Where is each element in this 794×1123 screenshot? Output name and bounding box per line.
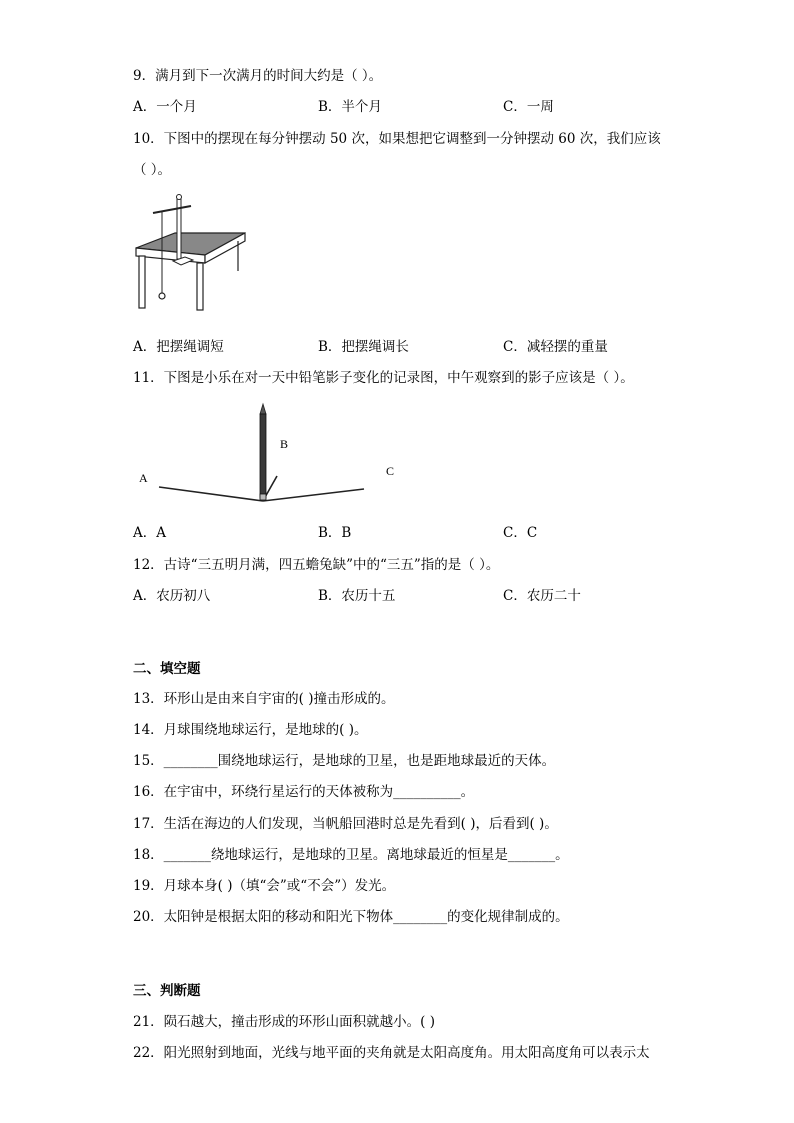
question-22: 22．阳光照射到地面，光线与地平面的夹角就是太阳高度角。用太阳高度角可以表示太 — [133, 1045, 650, 1061]
question-9-option-c: C．一周 — [503, 99, 554, 115]
pendulum-table-figure — [133, 193, 248, 313]
pencil-end — [260, 494, 266, 500]
stand-knob — [177, 195, 182, 200]
question-9-option-a: A．一个月 — [133, 99, 197, 115]
shadow-line-a — [159, 487, 263, 501]
question-20: 20．太阳钟是根据太阳的移动和阳光下物体________的变化规律制成的。 — [133, 909, 569, 925]
section-fill-in-title: 二、填空题 — [133, 661, 201, 677]
question-10-option-c: C．减轻摆的重量 — [503, 339, 608, 355]
question-13: 13．环形山是由来自宇宙的( )撞击形成的。 — [133, 691, 395, 707]
question-10-stem-cont: （ ）。 — [133, 162, 172, 178]
question-17: 17．生活在海边的人们发现，当帆船回港时总是先看到( )，后看到( )。 — [133, 816, 558, 832]
stand-pole — [177, 197, 181, 259]
question-10-option-b: B．把摆绳调长 — [318, 339, 409, 355]
question-16: 16．在宇宙中，环绕行星运行的天体被称为__________。 — [133, 784, 475, 800]
question-9-stem: 9．满月到下一次满月的时间大约是（ ）。 — [133, 68, 383, 84]
figure-label-a: A — [139, 471, 148, 485]
question-11-option-a: A．A — [133, 525, 166, 541]
table-leg-left — [139, 256, 145, 308]
section-true-false-title: 三、判断题 — [133, 983, 201, 999]
question-9-option-b: B．半个月 — [318, 99, 382, 115]
table-leg-front — [197, 263, 203, 310]
shadow-line-c — [263, 489, 364, 501]
question-21: 21．陨石越大，撞击形成的环形山面积就越小。( ) — [133, 1014, 436, 1030]
figure-label-b: B — [280, 437, 289, 451]
pendulum-bob — [159, 293, 165, 299]
question-10-option-a: A．把摆绳调短 — [133, 339, 224, 355]
question-18: 18．_______绕地球运行，是地球的卫星。离地球最近的恒星是_______。 — [133, 847, 569, 863]
pencil-tip — [260, 404, 266, 414]
pencil-body — [260, 414, 266, 498]
question-15: 15．________围绕地球运行，是地球的卫星，也是距地球最近的天体。 — [133, 753, 556, 769]
question-12-option-b: B．农历十五 — [318, 588, 396, 604]
figure-label-c: C — [386, 464, 395, 478]
question-12-option-a: A．农历初八 — [133, 588, 211, 604]
question-11-stem: 11．下图是小乐在对一天中铅笔影子变化的记录图，中午观察到的影子应该是（ ）。 — [133, 370, 634, 386]
stand-crossbar — [153, 206, 191, 213]
question-11-option-c: C．C — [503, 525, 538, 541]
question-10-stem: 10．下图中的摆现在每分钟摆动 50 次，如果想把它调整到一分钟摆动 60 次，我们应该 — [133, 131, 661, 147]
question-11-option-b: B．B — [318, 525, 352, 541]
question-12-option-c: C．农历二十 — [503, 588, 581, 604]
question-14: 14．月球围绕地球运行，是地球的( )。 — [133, 722, 368, 738]
pencil-shadow-figure — [133, 400, 413, 510]
question-12-stem: 12．古诗“三五明月满，四五蟾兔缺”中的“三五”指的是（ ）。 — [133, 557, 500, 573]
question-19: 19．月球本身( )（填“会”或“不会”）发光。 — [133, 878, 396, 894]
